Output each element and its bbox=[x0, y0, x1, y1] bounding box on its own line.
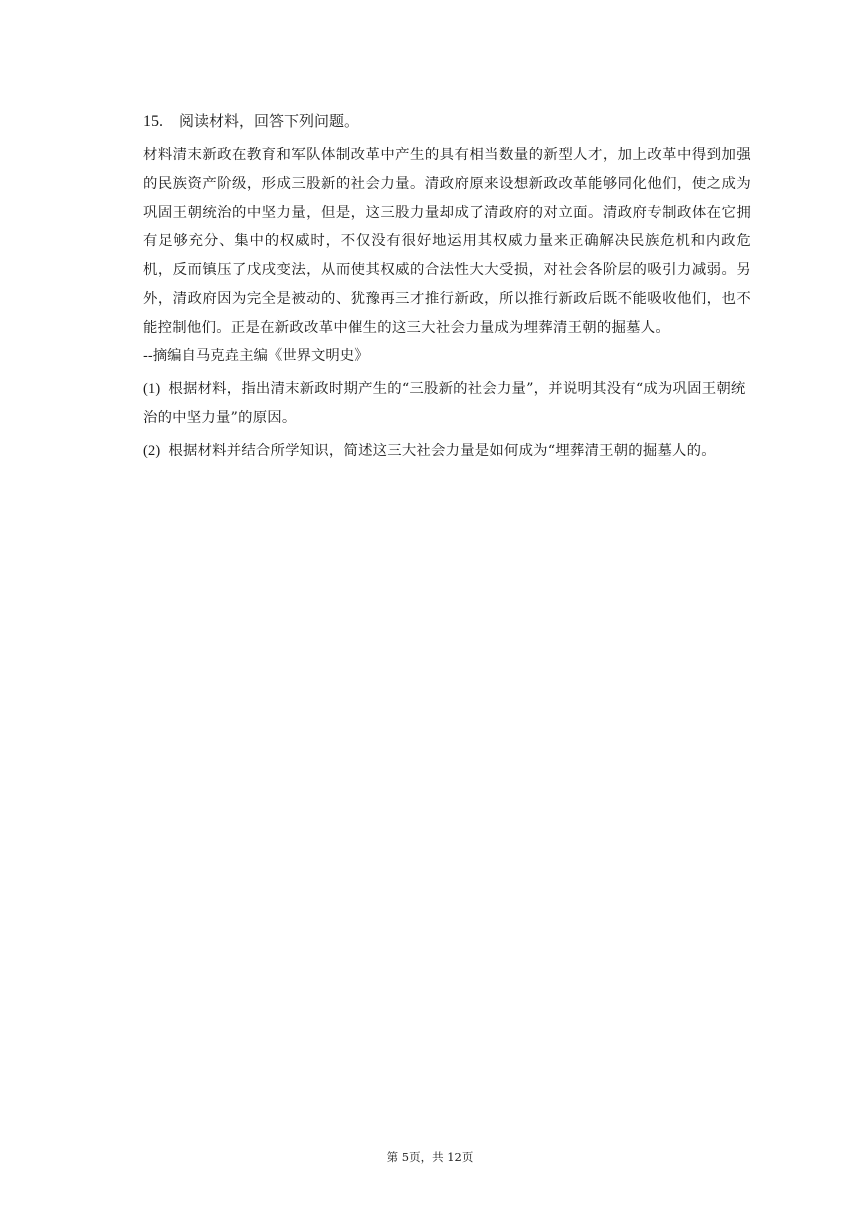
sub-question-number: (2) bbox=[143, 442, 161, 459]
question-prompt: 阅读材料，回答下列问题。 bbox=[179, 112, 360, 130]
sub-question-2 bbox=[143, 437, 751, 466]
question-heading bbox=[143, 110, 751, 133]
question-block bbox=[143, 110, 751, 466]
sub-question-number: (1) bbox=[143, 380, 161, 397]
material-source: --摘编自马克垚主编《世界文明史》 bbox=[143, 347, 369, 364]
sub-question-1 bbox=[143, 375, 751, 433]
page-footer: 第 5页，共 12页 bbox=[386, 1150, 474, 1164]
sub-question-text: 根据材料并结合所学知识，简述这三大社会力量是如何成为“埋葬清王朝的掘墓人的。 bbox=[168, 442, 716, 459]
question-number: 15. bbox=[143, 113, 163, 130]
sub-question-text: 根据材料，指出清末新政时期产生的“三股新的社会力量”，并说明其没有“成为巩固王朝统治的中坚力量”的原因。 bbox=[143, 380, 746, 426]
material-text: 材料清末新政在教育和军队体制改革中产生的具有相当数量的新型人才，加上改革中得到加强的民族资产阶级，形成三股新的社会力量。清政府原来设想新政改革能够同化他们，使之成为巩固王朝统治的中坚力量，但是，这三股力量却成了清政府的对立面。清政府专制政体在它拥有足够充分、集中的权威时，不仅没有很好地运用其权威力量来正确解决民族危机和内政危机，反而镇压了戊戌变法，从而使其权威的合法性大大受损，对社会各阶层的吸引力减弱。另外，清政府因为完全是被动的、犹豫再三才推行新政，所以推行新政后既不能吸收他们，也不能控制他们。正是在新政改革中催生的这三大社会力量成为埋葬清王朝的掘墓人。 bbox=[143, 147, 751, 336]
